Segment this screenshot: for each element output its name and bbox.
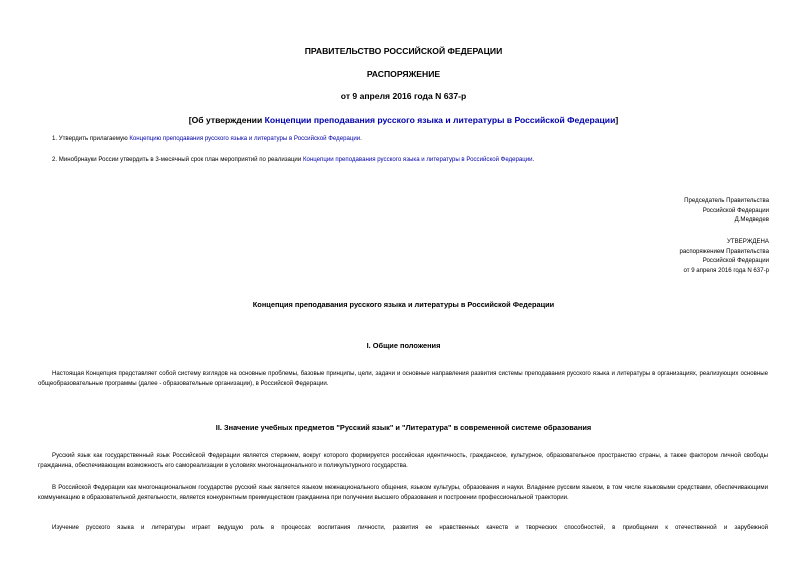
- section-2-paragraph-2: В Российской Федерации как многонациональном государстве русский язык является языком межнационального общения, языком культуры, образования и науки. Владение русским языком, в том числе языковыми средствами, обеспечивающими коммуникацию в образовательной деятельности, является конкурентным преимуществом гражданина при получении высшего образования и построении профессиональной траектории.: [38, 484, 768, 501]
- item-2-text: 2. Минобрнауки России утвердить в 3-месячный срок план мероприятий по реализации: [52, 156, 303, 163]
- item-1-suffix: .: [360, 135, 362, 142]
- approval-country: Российской Федерации: [702, 257, 769, 265]
- item-2-concept-link[interactable]: Концепции преподавания русского языка и литературы в Российской Федерации: [302, 156, 533, 163]
- section-1-paragraph: Настоящая Концепция представляет собой систему взглядов на основные проблемы, базовые принципы, цели, задачи и основные направления развития системы преподавания русского языка и литературы в организациях, реализующих основные общеобразовательные программы (далее - образовательные организации), в Российской Федерации.: [38, 370, 768, 387]
- title-concept-link[interactable]: Концепции преподавания русского языка и литературы в Российской Федерации: [264, 115, 616, 125]
- section-2-paragraph-3: Изучение русского языка и литературы играет ведущую роль в процессах воспитания личности, развития ее нравственных качеств и творческих способностей, в приобщении к отечественной и зарубежной: [52, 524, 768, 531]
- item-1-text: 1. Утвердить прилагаемую: [52, 135, 130, 142]
- government-heading: ПРАВИТЕЛЬСТВО РОССИЙСКОЙ ФЕДЕРАЦИИ: [304, 46, 503, 56]
- order-type-heading: РАСПОРЯЖЕНИЕ: [366, 69, 441, 79]
- title-suffix: ]: [615, 115, 619, 125]
- order-date-number: от 9 апреля 2016 года N 637-р: [340, 91, 467, 101]
- signature-position: Председатель Правительства: [684, 197, 769, 204]
- signature-name: Д.Медведев: [734, 216, 769, 224]
- approval-block: [469, 237, 769, 275]
- item-1-concept-link[interactable]: Концепцию преподавания русского языка и литературы в Российской Федерации: [129, 135, 361, 142]
- title-prefix: [Об утверждении: [188, 115, 265, 125]
- concept-title: Концепция преподавания русского языка и литературы в Российской Федерации: [252, 300, 555, 309]
- item-2-suffix: .: [532, 156, 535, 163]
- section-2-heading: II. Значение учебных предметов "Русский язык" и "Литература" в современной системе образования: [215, 423, 592, 432]
- signature-block: [469, 196, 769, 225]
- approval-date: от 9 апреля 2016 года N 637-р: [683, 266, 769, 274]
- item-1: [52, 134, 362, 144]
- section-2-paragraph-1: Русский язык как государственный язык Российской Федерации является стержнем, вокруг которого формируется российская идентичность, гражданское, культурное, образовательное пространство страны, а также фактором личной свободы гражданина, обеспечивающим возможность его самореализации в условиях многонационального и поликультурного государства.: [38, 452, 768, 469]
- approval-by: распоряжением Правительства: [679, 247, 769, 255]
- item-2: [52, 155, 534, 165]
- approval-status: УТВЕРЖДЕНА: [726, 238, 769, 245]
- document-title: [0, 115, 807, 125]
- section-1-heading: I. Общие положения: [366, 341, 441, 350]
- signature-country: Российской Федерации: [702, 206, 769, 214]
